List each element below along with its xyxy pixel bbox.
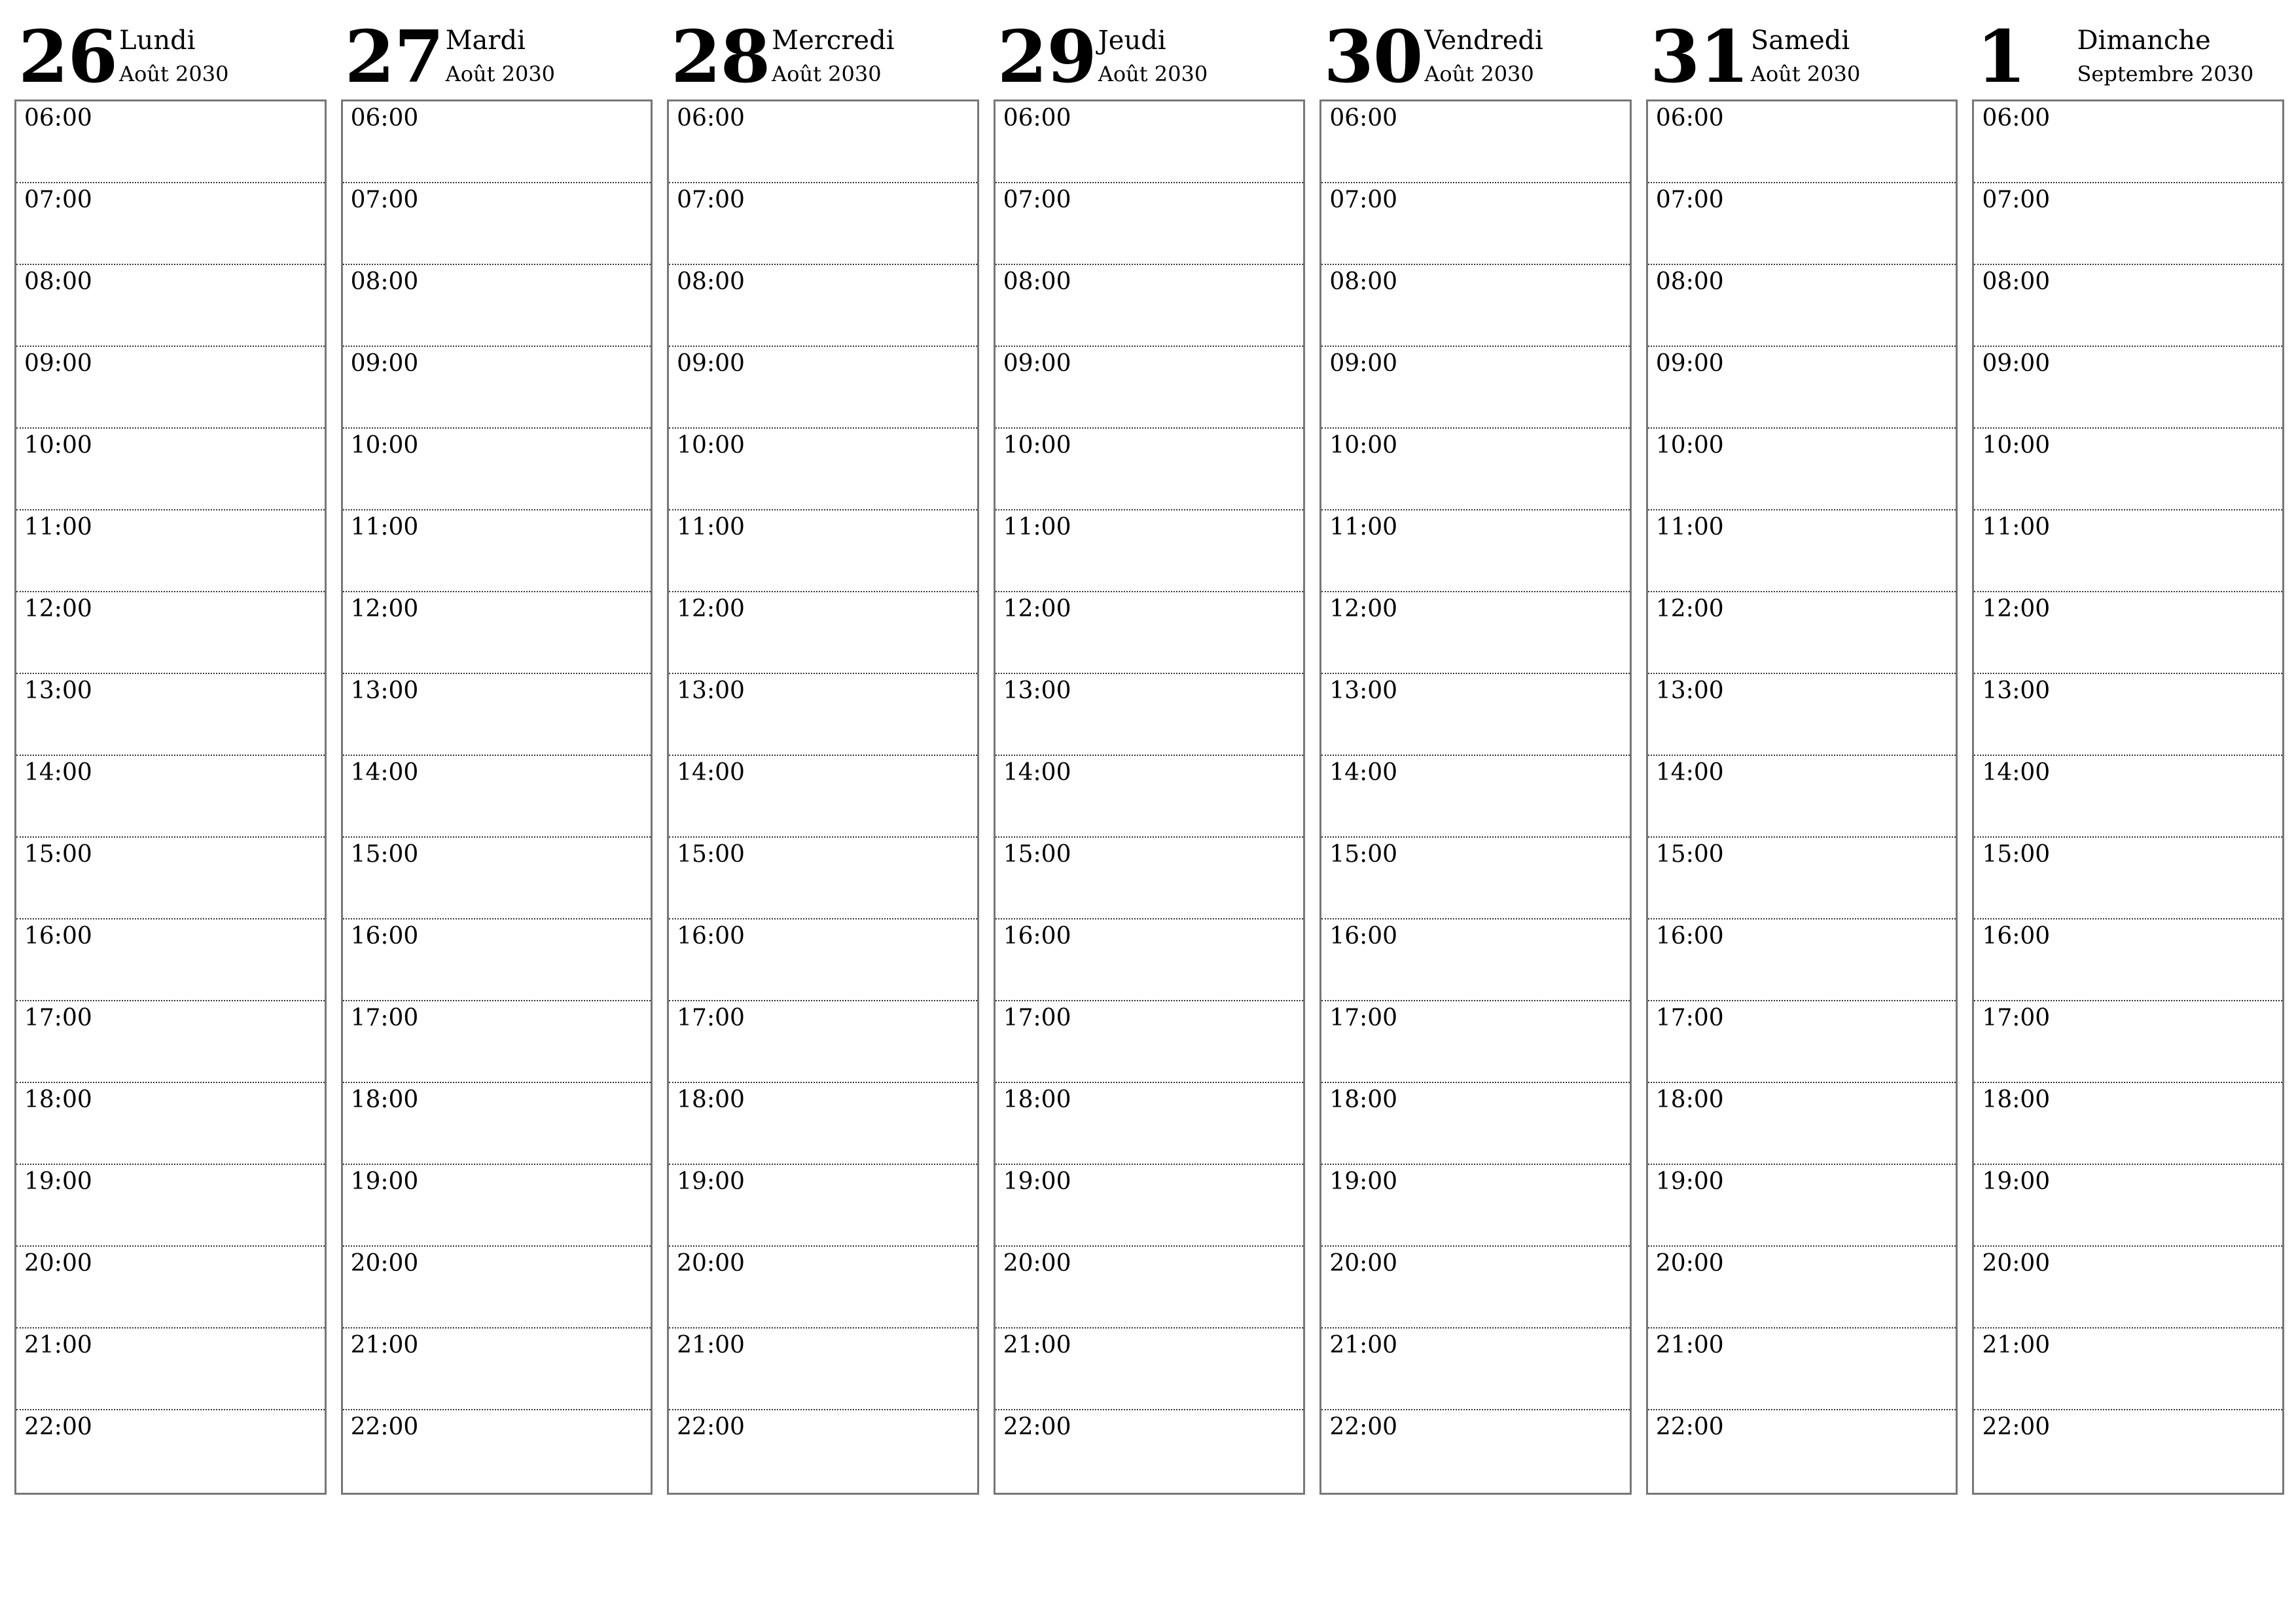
- hour-label: 08:00: [1982, 268, 2051, 295]
- hour-slot: [996, 183, 1304, 265]
- hour-slot: [343, 1329, 651, 1410]
- hour-slot: [669, 1329, 977, 1410]
- hour-label: 17:00: [1003, 1005, 1071, 1031]
- hour-label: 08:00: [1003, 268, 1071, 295]
- hour-slot: [1321, 183, 1630, 265]
- day-number: 30: [1323, 14, 1423, 99]
- hour-label: 16:00: [677, 923, 745, 950]
- hour-slot: [343, 592, 651, 674]
- hour-slot: [669, 1001, 977, 1083]
- hour-label: 10:00: [1003, 432, 1071, 459]
- hour-slot: [996, 1329, 1304, 1410]
- day-number: 27: [344, 14, 444, 99]
- hour-slot: [996, 1165, 1304, 1247]
- hour-label: 18:00: [24, 1086, 92, 1113]
- hour-slot: [16, 101, 325, 183]
- hour-slot: [1648, 101, 1956, 183]
- hour-slot: [1321, 1165, 1630, 1247]
- hour-slot: [1648, 592, 1956, 674]
- hour-slot: [1321, 919, 1630, 1001]
- day-column: [341, 0, 653, 1505]
- hour-label: 14:00: [1003, 759, 1071, 786]
- weekly-planner: [14, 0, 2284, 1505]
- hour-slot: [343, 756, 651, 838]
- hour-slot: [343, 919, 651, 1001]
- hour-slot: [16, 838, 325, 919]
- hour-label: 17:00: [350, 1005, 419, 1031]
- day-month: Août 2030: [1750, 62, 1861, 86]
- day-header: [341, 0, 653, 99]
- hour-slot: [669, 1083, 977, 1165]
- hour-slot: [1648, 347, 1956, 429]
- hour-grid: [341, 99, 653, 1495]
- hour-slot: [16, 429, 325, 510]
- hour-slot: [1648, 756, 1956, 838]
- hour-label: 20:00: [24, 1250, 92, 1277]
- hour-slot: [343, 265, 651, 347]
- day-column: [14, 0, 327, 1505]
- hour-slot: [16, 347, 325, 429]
- day-number: 29: [997, 14, 1096, 99]
- day-name: Mardi: [445, 26, 526, 56]
- day-header: [1646, 0, 1958, 99]
- day-header: [1319, 0, 1632, 99]
- hour-slot: [1648, 429, 1956, 510]
- hour-slot: [343, 1165, 651, 1247]
- hour-slot: [996, 1083, 1304, 1165]
- hour-slot: [343, 1247, 651, 1329]
- day-column: [1319, 0, 1632, 1505]
- hour-label: 16:00: [1655, 923, 1724, 950]
- hour-slot: [1321, 429, 1630, 510]
- hour-label: 08:00: [677, 268, 745, 295]
- hour-label: 21:00: [1003, 1332, 1071, 1359]
- hour-label: 11:00: [1003, 514, 1071, 541]
- hour-label: 19:00: [24, 1168, 92, 1195]
- hour-label: 11:00: [1329, 514, 1398, 541]
- hour-slot: [16, 592, 325, 674]
- hour-slot: [16, 265, 325, 347]
- hour-slot: [996, 592, 1304, 674]
- hour-slot: [1648, 1165, 1956, 1247]
- hour-slot: [669, 1165, 977, 1247]
- day-name: Mercredi: [772, 26, 895, 56]
- hour-label: 06:00: [1003, 105, 1071, 132]
- hour-slot: [1648, 1083, 1956, 1165]
- hour-slot: [1321, 347, 1630, 429]
- hour-slot: [1974, 919, 2282, 1001]
- hour-label: 07:00: [350, 187, 419, 213]
- hour-label: 12:00: [350, 596, 419, 622]
- hour-label: 17:00: [677, 1005, 745, 1031]
- hour-label: 22:00: [350, 1414, 419, 1440]
- hour-label: 20:00: [1003, 1250, 1071, 1277]
- hour-label: 09:00: [350, 350, 419, 377]
- hour-label: 16:00: [1982, 923, 2051, 950]
- hour-label: 20:00: [1982, 1250, 2051, 1277]
- hour-label: 08:00: [350, 268, 419, 295]
- hour-slot: [16, 756, 325, 838]
- hour-label: 13:00: [1982, 677, 2051, 704]
- day-column: [994, 0, 1306, 1505]
- hour-label: 22:00: [1003, 1414, 1071, 1440]
- hour-label: 06:00: [1329, 105, 1398, 132]
- hour-slot: [343, 183, 651, 265]
- hour-slot: [16, 1410, 325, 1493]
- hour-label: 15:00: [1655, 841, 1724, 868]
- hour-label: 19:00: [350, 1168, 419, 1195]
- hour-slot: [1648, 1410, 1956, 1493]
- hour-label: 22:00: [1982, 1414, 2051, 1440]
- hour-label: 09:00: [1982, 350, 2051, 377]
- hour-label: 16:00: [1003, 923, 1071, 950]
- hour-label: 21:00: [1655, 1332, 1724, 1359]
- hour-slot: [996, 756, 1304, 838]
- day-column: [667, 0, 979, 1505]
- hour-label: 07:00: [1655, 187, 1724, 213]
- hour-label: 22:00: [1329, 1414, 1398, 1440]
- hour-slot: [669, 756, 977, 838]
- hour-label: 16:00: [1329, 923, 1398, 950]
- hour-label: 13:00: [1655, 677, 1724, 704]
- hour-label: 13:00: [677, 677, 745, 704]
- hour-slot: [1648, 183, 1956, 265]
- hour-label: 19:00: [677, 1168, 745, 1195]
- hour-label: 07:00: [24, 187, 92, 213]
- hour-slot: [996, 1247, 1304, 1329]
- hour-label: 22:00: [677, 1414, 745, 1440]
- hour-label: 11:00: [1982, 514, 2051, 541]
- hour-slot: [1974, 756, 2282, 838]
- hour-label: 11:00: [24, 514, 92, 541]
- hour-slot: [996, 1410, 1304, 1493]
- hour-slot: [1648, 510, 1956, 592]
- day-month: Août 2030: [1098, 62, 1208, 86]
- hour-slot: [996, 101, 1304, 183]
- hour-label: 10:00: [350, 432, 419, 459]
- hour-label: 19:00: [1655, 1168, 1724, 1195]
- hour-slot: [343, 101, 651, 183]
- hour-label: 14:00: [1329, 759, 1398, 786]
- hour-label: 18:00: [1982, 1086, 2051, 1113]
- hour-label: 15:00: [677, 841, 745, 868]
- hour-label: 08:00: [1329, 268, 1398, 295]
- hour-label: 11:00: [677, 514, 745, 541]
- hour-slot: [1974, 674, 2282, 756]
- hour-slot: [1974, 838, 2282, 919]
- hour-label: 09:00: [1655, 350, 1724, 377]
- hour-slot: [16, 1329, 325, 1410]
- hour-slot: [1648, 1001, 1956, 1083]
- day-header: [667, 0, 979, 99]
- hour-slot: [1974, 101, 2282, 183]
- hour-label: 07:00: [677, 187, 745, 213]
- hour-label: 18:00: [1329, 1086, 1398, 1113]
- hour-label: 14:00: [677, 759, 745, 786]
- hour-label: 06:00: [24, 105, 92, 132]
- hour-label: 08:00: [24, 268, 92, 295]
- hour-label: 17:00: [1655, 1005, 1724, 1031]
- hour-label: 09:00: [24, 350, 92, 377]
- hour-label: 16:00: [24, 923, 92, 950]
- hour-label: 12:00: [1982, 596, 2051, 622]
- hour-slot: [669, 101, 977, 183]
- hour-label: 10:00: [1329, 432, 1398, 459]
- hour-label: 12:00: [24, 596, 92, 622]
- hour-label: 06:00: [1655, 105, 1724, 132]
- hour-label: 17:00: [24, 1005, 92, 1031]
- hour-label: 18:00: [1003, 1086, 1071, 1113]
- hour-slot: [16, 510, 325, 592]
- hour-slot: [669, 265, 977, 347]
- hour-label: 21:00: [677, 1332, 745, 1359]
- hour-label: 13:00: [350, 677, 419, 704]
- hour-slot: [996, 919, 1304, 1001]
- hour-slot: [1974, 1083, 2282, 1165]
- hour-label: 06:00: [677, 105, 745, 132]
- day-name: Jeudi: [1098, 26, 1166, 56]
- hour-slot: [1648, 1329, 1956, 1410]
- hour-slot: [1974, 429, 2282, 510]
- day-name: Dimanche: [2077, 26, 2211, 56]
- hour-slot: [1321, 838, 1630, 919]
- hour-label: 12:00: [677, 596, 745, 622]
- hour-label: 22:00: [24, 1414, 92, 1440]
- hour-slot: [343, 1001, 651, 1083]
- hour-slot: [16, 183, 325, 265]
- hour-slot: [1974, 1329, 2282, 1410]
- hour-slot: [1321, 674, 1630, 756]
- hour-label: 18:00: [350, 1086, 419, 1113]
- hour-slot: [1648, 919, 1956, 1001]
- hour-slot: [1974, 592, 2282, 674]
- hour-label: 13:00: [1329, 677, 1398, 704]
- hour-label: 14:00: [350, 759, 419, 786]
- hour-label: 21:00: [350, 1332, 419, 1359]
- hour-slot: [343, 429, 651, 510]
- day-column: [1646, 0, 1958, 1505]
- hour-slot: [996, 838, 1304, 919]
- hour-label: 17:00: [1329, 1005, 1398, 1031]
- day-name: Samedi: [1750, 26, 1850, 56]
- hour-slot: [16, 674, 325, 756]
- hour-grid: [1319, 99, 1632, 1495]
- hour-label: 11:00: [1655, 514, 1724, 541]
- hour-label: 09:00: [1003, 350, 1071, 377]
- hour-slot: [1321, 1410, 1630, 1493]
- hour-slot: [1321, 1329, 1630, 1410]
- hour-slot: [669, 429, 977, 510]
- hour-label: 13:00: [1003, 677, 1071, 704]
- hour-slot: [1974, 1001, 2282, 1083]
- hour-slot: [343, 510, 651, 592]
- hour-slot: [1648, 838, 1956, 919]
- day-header: [1972, 0, 2284, 99]
- hour-slot: [16, 1083, 325, 1165]
- hour-slot: [1321, 1247, 1630, 1329]
- hour-slot: [343, 838, 651, 919]
- hour-label: 15:00: [1003, 841, 1071, 868]
- hour-slot: [16, 1165, 325, 1247]
- hour-slot: [1974, 1247, 2282, 1329]
- hour-label: 18:00: [677, 1086, 745, 1113]
- hour-label: 09:00: [677, 350, 745, 377]
- day-number: 28: [671, 14, 770, 99]
- hour-slot: [1321, 101, 1630, 183]
- hour-slot: [16, 919, 325, 1001]
- hour-slot: [1648, 265, 1956, 347]
- hour-label: 15:00: [350, 841, 419, 868]
- hour-slot: [16, 1247, 325, 1329]
- day-name: Vendredi: [1424, 26, 1543, 56]
- hour-slot: [1648, 1247, 1956, 1329]
- hour-slot: [669, 183, 977, 265]
- hour-label: 20:00: [1655, 1250, 1724, 1277]
- day-month: Août 2030: [1424, 62, 1534, 86]
- hour-label: 20:00: [350, 1250, 419, 1277]
- hour-slot: [1321, 510, 1630, 592]
- hour-label: 20:00: [677, 1250, 745, 1277]
- hour-label: 12:00: [1003, 596, 1071, 622]
- hour-slot: [996, 265, 1304, 347]
- hour-label: 07:00: [1003, 187, 1071, 213]
- hour-label: 10:00: [1982, 432, 2051, 459]
- hour-slot: [343, 674, 651, 756]
- hour-label: 08:00: [1655, 268, 1724, 295]
- hour-slot: [16, 1001, 325, 1083]
- hour-slot: [996, 510, 1304, 592]
- hour-label: 09:00: [1329, 350, 1398, 377]
- hour-slot: [669, 1410, 977, 1493]
- hour-slot: [669, 919, 977, 1001]
- hour-slot: [1321, 265, 1630, 347]
- hour-label: 10:00: [1655, 432, 1724, 459]
- day-number: 1: [1976, 14, 2026, 99]
- hour-slot: [343, 347, 651, 429]
- hour-label: 13:00: [24, 677, 92, 704]
- hour-grid: [1972, 99, 2284, 1495]
- hour-label: 19:00: [1329, 1168, 1398, 1195]
- hour-label: 12:00: [1655, 596, 1724, 622]
- day-name: Lundi: [119, 26, 196, 56]
- hour-label: 19:00: [1982, 1168, 2051, 1195]
- day-column: [1972, 0, 2284, 1505]
- hour-label: 15:00: [1982, 841, 2051, 868]
- day-month: Août 2030: [772, 62, 882, 86]
- hour-slot: [1974, 1410, 2282, 1493]
- hour-slot: [669, 347, 977, 429]
- hour-grid: [667, 99, 979, 1495]
- hour-slot: [669, 838, 977, 919]
- hour-label: 16:00: [350, 923, 419, 950]
- day-month: Août 2030: [445, 62, 556, 86]
- hour-slot: [1974, 265, 2282, 347]
- hour-slot: [669, 592, 977, 674]
- hour-slot: [669, 674, 977, 756]
- hour-label: 10:00: [24, 432, 92, 459]
- hour-slot: [1974, 183, 2282, 265]
- hour-grid: [1646, 99, 1958, 1495]
- day-header: [994, 0, 1306, 99]
- hour-label: 07:00: [1982, 187, 2051, 213]
- hour-label: 22:00: [1655, 1414, 1724, 1440]
- hour-slot: [996, 347, 1304, 429]
- hour-slot: [343, 1083, 651, 1165]
- hour-slot: [996, 1001, 1304, 1083]
- hour-slot: [343, 1410, 651, 1493]
- hour-slot: [1321, 1083, 1630, 1165]
- hour-slot: [1974, 347, 2282, 429]
- hour-label: 06:00: [350, 105, 419, 132]
- hour-slot: [1321, 1001, 1630, 1083]
- hour-label: 14:00: [24, 759, 92, 786]
- hour-slot: [1321, 756, 1630, 838]
- hour-slot: [1974, 510, 2282, 592]
- day-header: [14, 0, 327, 99]
- hour-label: 10:00: [677, 432, 745, 459]
- hour-slot: [669, 510, 977, 592]
- hour-label: 14:00: [1655, 759, 1724, 786]
- hour-label: 21:00: [24, 1332, 92, 1359]
- day-number: 26: [18, 14, 118, 99]
- hour-label: 12:00: [1329, 596, 1398, 622]
- hour-label: 20:00: [1329, 1250, 1398, 1277]
- hour-label: 06:00: [1982, 105, 2051, 132]
- hour-label: 21:00: [1329, 1332, 1398, 1359]
- hour-label: 15:00: [1329, 841, 1398, 868]
- hour-label: 21:00: [1982, 1332, 2051, 1359]
- hour-slot: [996, 674, 1304, 756]
- hour-grid: [994, 99, 1306, 1495]
- hour-label: 15:00: [24, 841, 92, 868]
- day-number: 31: [1649, 14, 1749, 99]
- day-month: Septembre 2030: [2077, 62, 2254, 86]
- hour-label: 17:00: [1982, 1005, 2051, 1031]
- hour-label: 07:00: [1329, 187, 1398, 213]
- hour-slot: [1321, 592, 1630, 674]
- hour-label: 11:00: [350, 514, 419, 541]
- hour-label: 18:00: [1655, 1086, 1724, 1113]
- hour-slot: [1974, 1165, 2282, 1247]
- hour-label: 14:00: [1982, 759, 2051, 786]
- hour-label: 19:00: [1003, 1168, 1071, 1195]
- day-month: Août 2030: [119, 62, 229, 86]
- hour-grid: [14, 99, 327, 1495]
- hour-slot: [996, 429, 1304, 510]
- hour-slot: [1648, 674, 1956, 756]
- hour-slot: [669, 1247, 977, 1329]
